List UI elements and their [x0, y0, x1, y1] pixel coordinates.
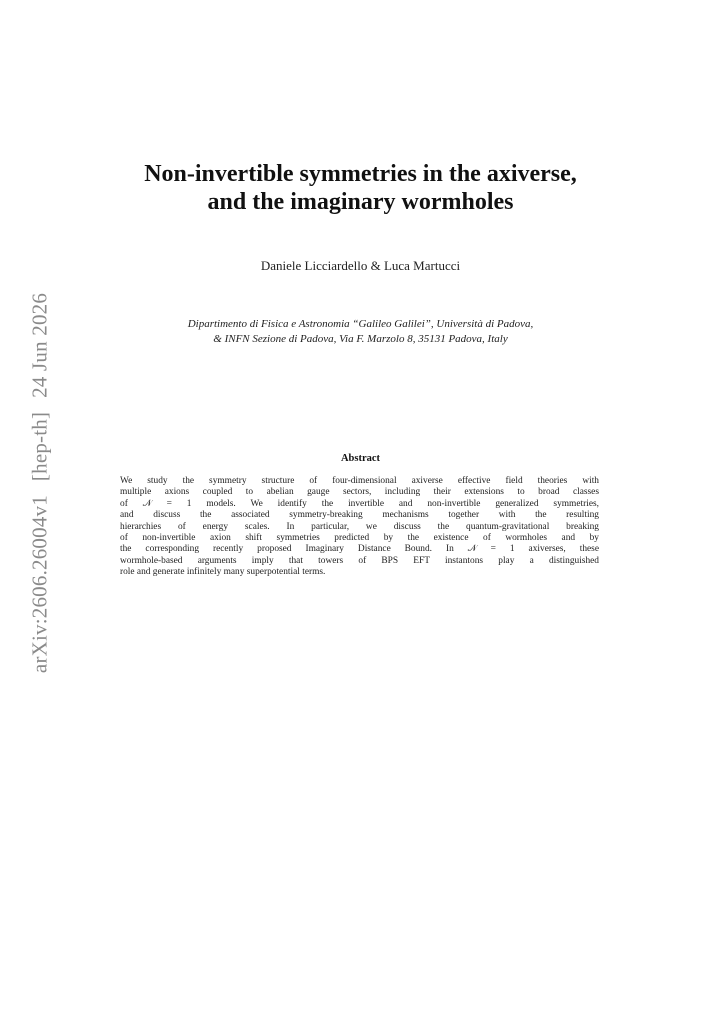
paper-authors: Daniele Licciardello & Luca Martucci	[260, 258, 461, 273]
author-affiliation	[0, 317, 721, 347]
arxiv-date: 24 Jun 2026	[27, 292, 52, 398]
paper-title	[0, 160, 721, 216]
paper-title-line-2: and the imaginary wormholes	[207, 189, 514, 215]
abstract-line: wormhole-based arguments imply that towers of BPS EFT instantons play a distinguished	[120, 555, 599, 566]
abstract-line: multiple axions coupled to abelian gauge sectors, including their extensions to broad classes	[120, 487, 599, 498]
abstract-line: of 𝒩 = 1 models. We identify the invertible and non-invertible generalized symmetries,	[120, 498, 599, 509]
abstract-line: and discuss the associated symmetry-breaking mechanisms together with the resulting	[120, 510, 599, 521]
abstract-line: We study the symmetry structure of four-dimensional axiverse effective field theories with	[120, 476, 599, 486]
abstract-line: role and generate infinitely many superpotential terms.	[120, 567, 326, 578]
affiliation-line-1: Dipartimento di Fisica e Astronomia “Galileo Galilei”, Università di Padova,	[187, 318, 534, 330]
paper-title-line-1: Non-invertible symmetries in the axiverse,	[144, 161, 577, 187]
abstract-line: of non-invertible axion shift symmetries predicted by the existence of wormholes and by	[120, 533, 599, 544]
abstract-line: hierarchies of energy scales. In particular, we discuss the quantum-gravitational breaking	[120, 521, 599, 532]
abstract-line: the corresponding recently proposed Imaginary Distance Bound. In 𝒩 = 1 axiverses, these	[120, 544, 599, 555]
abstract-heading: Abstract	[340, 453, 381, 464]
arxiv-id: arXiv:2606.26004v1	[27, 495, 52, 674]
abstract-body	[120, 476, 599, 579]
arxiv-category: [hep-th]	[27, 411, 52, 482]
affiliation-line-2: & INFN Sezione di Padova, Via F. Marzolo 8, 35131 Padova, Italy	[213, 333, 508, 345]
arxiv-identifier-stamp	[28, 293, 53, 673]
